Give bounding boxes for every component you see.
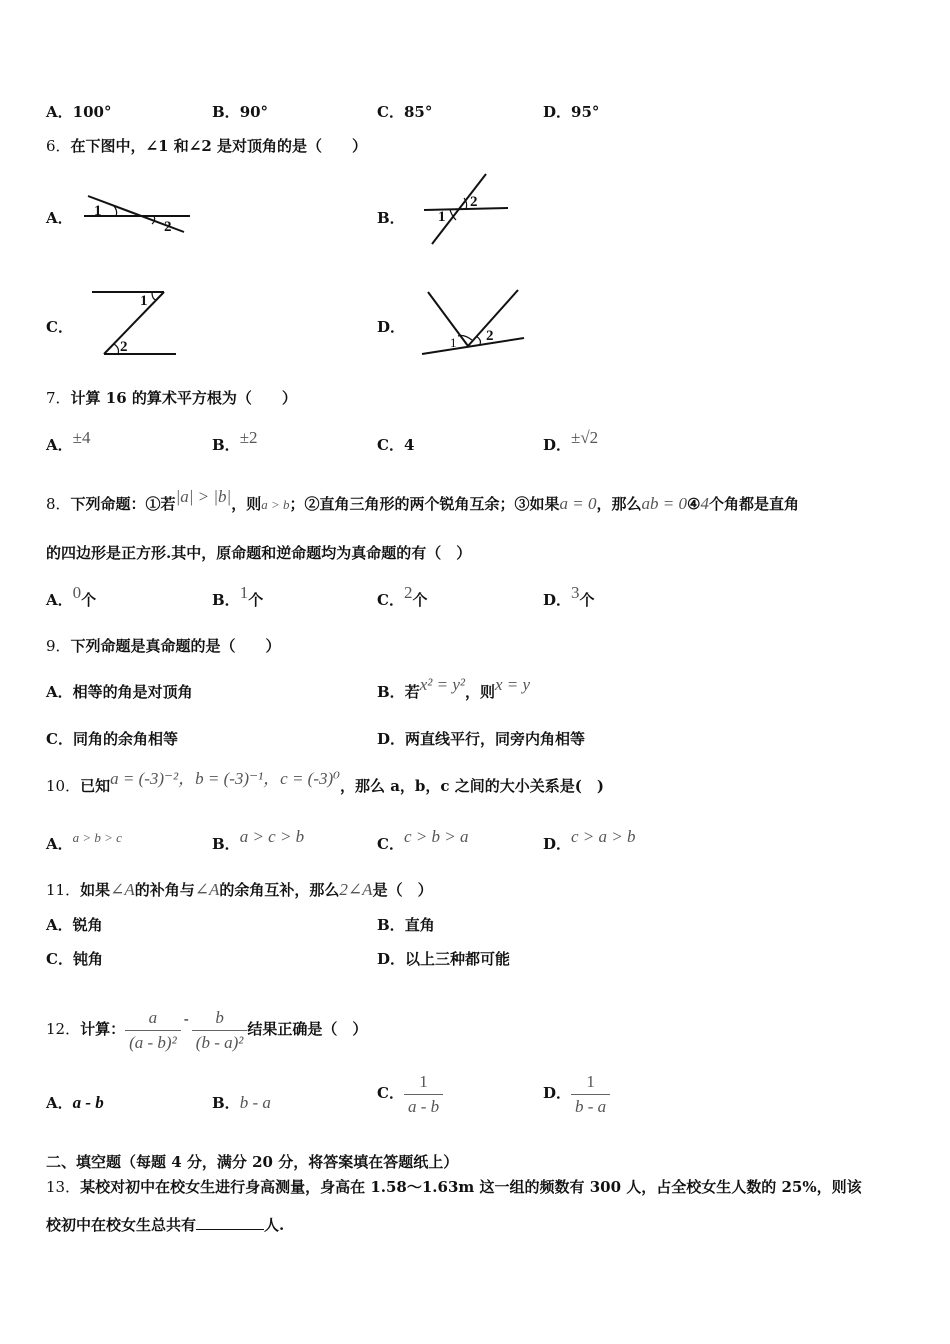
q11-stem: 11．如果∠A的补角与∠A的余角互补，那么2∠A是（ ） <box>46 880 433 899</box>
q6-figure-c <box>90 288 185 360</box>
q11-option-b: B．直角 <box>377 916 435 934</box>
q12-option-a: A．a - b <box>46 1093 104 1112</box>
q6-letter-c: C． <box>46 318 73 336</box>
q7-option-b: B．±2 <box>212 428 258 454</box>
section-2-title: 二、填空题（每题 4 分，满分 20 分，将答案填在答题纸上） <box>46 1153 459 1171</box>
q8-option-d: D．3个 <box>543 583 595 609</box>
q10-option-c: C．c > b > a <box>377 827 469 853</box>
q6c-label-2: 2 <box>120 339 128 355</box>
q6-figure-b <box>420 170 520 250</box>
q12-stem: 12．计算： $\frac{a}{\text{(a - b)²}}$ - $\frac{b}{\text{(b - a)²}}$ 结果正确是（ ） <box>46 1007 368 1052</box>
q8-option-c: C．2个 <box>377 583 428 609</box>
q12-option-b: B．b - a <box>212 1093 271 1112</box>
q6-figure-d <box>420 286 530 358</box>
q12-option-c: C． $\frac{1}{a - b}$ <box>377 1066 443 1120</box>
q6-letter-d: D． <box>377 318 406 336</box>
q8-stem-line1: 8．下列命题：①若|a| > |b|，则a > b；②直角三角形的两个锐角互余；③如果a = 0，那么ab = 0④4个角都是直角 <box>46 487 799 513</box>
q8-option-b: B．1个 <box>212 583 264 609</box>
q6a-label-1: 1 <box>94 203 102 219</box>
q9-option-c: C．同角的余角相等 <box>46 730 178 748</box>
q7-option-a: A．±4 <box>46 428 91 454</box>
q6a-label-2: 2 <box>164 219 172 235</box>
q5-option-b: B．90° <box>212 103 269 121</box>
q9-stem: 9．下列命题是真命题的是（ ） <box>46 637 281 655</box>
q10-option-d: D．c > a > b <box>543 827 636 853</box>
q6-stem: 6．在下图中，∠1 和∠2 是对顶角的是（ ） <box>46 137 368 155</box>
q10-option-b: B．a > c > b <box>212 827 305 853</box>
q6d-label-1: 1 <box>450 335 457 350</box>
q6b-label-2: 2 <box>470 194 478 210</box>
q12-option-d: D． $\frac{1}{b - a}$ <box>543 1066 610 1120</box>
q10-stem: 10．已知a = (-3)⁻²，b = (-3)⁻¹，c = (-3)⁰，那么 a，b，c 之间的大小关系是( ) <box>46 769 604 795</box>
q6b-label-1: 1 <box>438 209 446 225</box>
q6-letter-b: B． <box>377 209 405 227</box>
q9-option-a: A．相等的角是对顶角 <box>46 683 193 701</box>
q5-option-d: D．95° <box>543 103 600 121</box>
q11-option-d: D．以上三种都可能 <box>377 950 511 968</box>
q6d-label-2: 2 <box>486 328 494 344</box>
q8-stem-line2: 的四边形是正方形.其中，原命题和逆命题均为真命题的有（ ） <box>46 544 472 562</box>
q13-stem-line1: 13．某校对初中在校女生进行身高测量，身高在 1.58～1.63m 这一组的频数有 300 人，占全校女生人数的 25%，则该 <box>46 1178 862 1196</box>
q12-fraction-2: $\frac{b}{\text{(b - a)²}}$ <box>192 1008 248 1053</box>
q8-option-a: A．0个 <box>46 583 97 609</box>
q9-option-d: D．两直线平行，同旁内角相等 <box>377 730 586 748</box>
q13-answer-blank[interactable] <box>196 1215 264 1230</box>
q7-option-c: C．4 <box>377 436 415 454</box>
q5-option-a: A．100° <box>46 103 112 121</box>
q11-option-a: A．锐角 <box>46 916 103 934</box>
q13-stem-line2: 校初中在校女生总共有 人. <box>46 1216 285 1234</box>
q6-figure-a <box>80 190 200 240</box>
q6-letter-a: A． <box>46 209 73 227</box>
q6c-label-1: 1 <box>140 293 148 309</box>
q5-option-c: C．85° <box>377 103 433 121</box>
q10-option-a: A．a > b > c <box>46 830 122 853</box>
q9-option-b: B．若x² = y²，则x = y <box>377 675 531 701</box>
q12-fraction-1: $\frac{a}{\text{(a - b)²}}$ <box>125 1008 181 1053</box>
q11-option-c: C．钝角 <box>46 950 103 968</box>
q7-stem: 7．计算 16 的算术平方根为（ ） <box>46 389 297 407</box>
q7-option-d: D．±√2 <box>543 428 599 454</box>
